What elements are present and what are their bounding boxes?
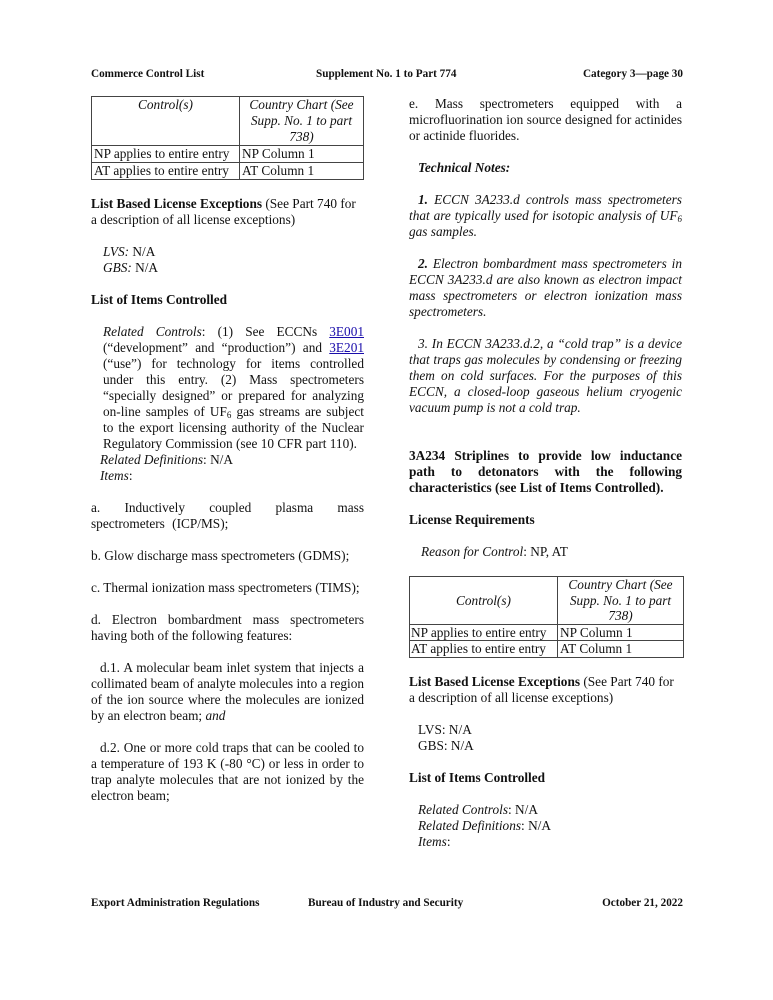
- items-line: [91, 468, 364, 484]
- section-heading: List Based License Exceptions: [409, 673, 581, 689]
- table-header-row: [410, 577, 684, 625]
- table-cell: AT applies to entire entry: [410, 641, 558, 658]
- table-cell: AT applies to entire entry: [92, 163, 240, 180]
- related-definitions-line: [91, 452, 364, 468]
- lvs-value: N/A: [129, 244, 156, 259]
- gbs-line: GBS: N/A: [418, 737, 474, 753]
- reason-label: Reason for Control: [421, 544, 524, 559]
- eccn-link-3e001[interactable]: 3E001: [329, 324, 364, 339]
- table-header-cell: Country Chart (See Supp. No. 1 to part 738): [240, 97, 364, 146]
- related-definitions-label: Related Definitions: [100, 452, 204, 467]
- table-row: [92, 146, 364, 163]
- license-table: [91, 96, 364, 180]
- related-controls-value: : N/A: [508, 801, 538, 817]
- note-text: gas samples.: [409, 224, 477, 239]
- related-controls-paragraph: [91, 324, 364, 452]
- related-controls-line: [409, 802, 682, 818]
- header-center: Supplement No. 1 to Part 774: [316, 68, 457, 80]
- table-header-row: [92, 97, 364, 146]
- item-d2: d.2. One or more cold traps that can be cooled to a temperature of 193 K (-80 °C) or less in order to trap analyte molecules that are not ionized by the electron beam;: [91, 740, 364, 803]
- gbs-value: N/A: [131, 260, 159, 275]
- items-label: Items: [100, 468, 129, 483]
- reason-value: : NP, AT: [523, 544, 568, 559]
- eccn-link-3e201[interactable]: 3E201: [329, 340, 364, 355]
- item-d: d. Electron bombardment mass spectrometers having both of the following features:: [91, 612, 364, 643]
- table-cell: NP applies to entire entry: [92, 146, 240, 163]
- table-cell: AT Column 1: [240, 163, 364, 180]
- item-d1-text: d.1. A molecular beam inlet system that injects a collimated beam of analyte molecules into a region of the ion source where the molecules are ionized by an electron beam;: [91, 660, 364, 723]
- items-label: Items: [418, 833, 447, 849]
- section-heading: List Based License Exceptions: [91, 196, 263, 211]
- item-b: b. Glow discharge mass spectrometers (GDMS);: [91, 548, 350, 563]
- item-a: a. Inductively coupled plasma mass spectrometers (ICP/MS);: [91, 500, 364, 531]
- table-cell: NP Column 1: [558, 624, 684, 641]
- items-line: [409, 834, 682, 850]
- related-controls-text: (“development” and “production”) and: [103, 340, 330, 355]
- related-definitions-value: : N/A: [521, 817, 551, 833]
- item-d1-and: and: [205, 708, 226, 723]
- table-header-cell: Control(s): [92, 97, 240, 146]
- table-cell: NP applies to entire entry: [410, 624, 558, 641]
- table-cell: NP Column 1: [240, 146, 364, 163]
- lvs-label: LVS:: [103, 244, 130, 259]
- lvs-line: [91, 244, 364, 260]
- gbs-line: [91, 260, 364, 276]
- gbs-label: GBS:: [103, 260, 132, 275]
- item-c: c. Thermal ionization mass spectrometers (TIMS);: [91, 580, 360, 595]
- header-left: Commerce Control List: [91, 68, 205, 80]
- item-e: e. Mass spectrometers equipped with a microfluorination ion source designed for actinides or actinide fluorides.: [409, 96, 682, 143]
- section-heading: List of Items Controlled: [91, 292, 228, 307]
- table-header-cell: Control(s): [410, 577, 558, 625]
- table-cell: AT Column 1: [558, 641, 684, 658]
- license-exceptions-paragraph: [409, 674, 682, 706]
- items-colon: :: [446, 833, 451, 849]
- related-controls-label: Related Controls: [418, 801, 508, 817]
- related-definitions-label: Related Definitions: [418, 817, 522, 833]
- section-heading: List of Items Controlled: [409, 769, 546, 785]
- reason-for-control-line: [409, 544, 682, 560]
- item-d1: [91, 660, 364, 724]
- subscript: 6: [226, 410, 232, 420]
- table-header-cell: Country Chart (See Supp. No. 1 to part 738): [558, 577, 684, 625]
- note-text: ECCN 3A233.d controls mass spectrometers that are typically used for isotopic analysis of UF: [409, 192, 682, 223]
- note-number: 2.: [418, 256, 428, 271]
- table-row: [92, 163, 364, 180]
- technical-note-2: [409, 256, 682, 320]
- footer-right: October 21, 2022: [602, 897, 683, 909]
- related-controls-label: Related Controls: [103, 324, 202, 339]
- section-text: (See Part 740 for a description of all license exceptions): [409, 673, 674, 705]
- related-controls-text: gas streams are subject to the export licensing authority of the Nuclear Regulatory Commission (see 10 CFR part 110).: [103, 404, 364, 451]
- related-controls-text: : (1) See ECCNs: [201, 324, 330, 339]
- technical-notes-heading: Technical Notes:: [418, 160, 511, 175]
- related-definitions-line: [409, 818, 682, 834]
- table-row: [410, 624, 684, 641]
- table-row: [410, 641, 684, 658]
- license-exceptions-paragraph: [91, 196, 364, 228]
- footer-center: Bureau of Industry and Security: [308, 897, 464, 909]
- section-text: (See Part 740 for a description of all license exceptions): [91, 196, 356, 227]
- right-column: [409, 96, 682, 850]
- related-controls-text: (“use”) for technology for items controlled under this entry. (2) Mass spectrometers “specially designed” or prepared for analyzing on-line samples of UF: [103, 356, 364, 419]
- note-text: Electron bombardment mass spectrometers in ECCN 3A233.d are also known as electron impact mass spectrometers or electron ionization mass spectrometers.: [409, 256, 682, 319]
- items-colon: :: [128, 468, 133, 483]
- technical-note-3: 3. In ECCN 3A233.d.2, a “cold trap” is a device that traps gas molecules by condensing or freezing them on cold surfaces. For the purposes of this ECCN, a closed-loop gaseous helium cryogenic vacuum pump is not a cold trap.: [409, 336, 682, 415]
- technical-note-1: [409, 192, 682, 240]
- left-column: [91, 96, 364, 804]
- lvs-line: LVS: N/A: [418, 721, 472, 737]
- license-requirements-heading: License Requirements: [409, 512, 535, 527]
- eccn-heading-3a234: 3A234 Striplines to provide low inductance path to detonators with the following characteristics (see List of Items Controlled).: [409, 448, 682, 495]
- footer-left: Export Administration Regulations: [91, 897, 260, 909]
- subscript: 6: [677, 214, 682, 224]
- license-table: [409, 576, 684, 658]
- note-number: 1.: [418, 192, 428, 207]
- related-definitions-value: : N/A: [203, 452, 233, 467]
- header-right: Category 3—page 30: [582, 68, 683, 80]
